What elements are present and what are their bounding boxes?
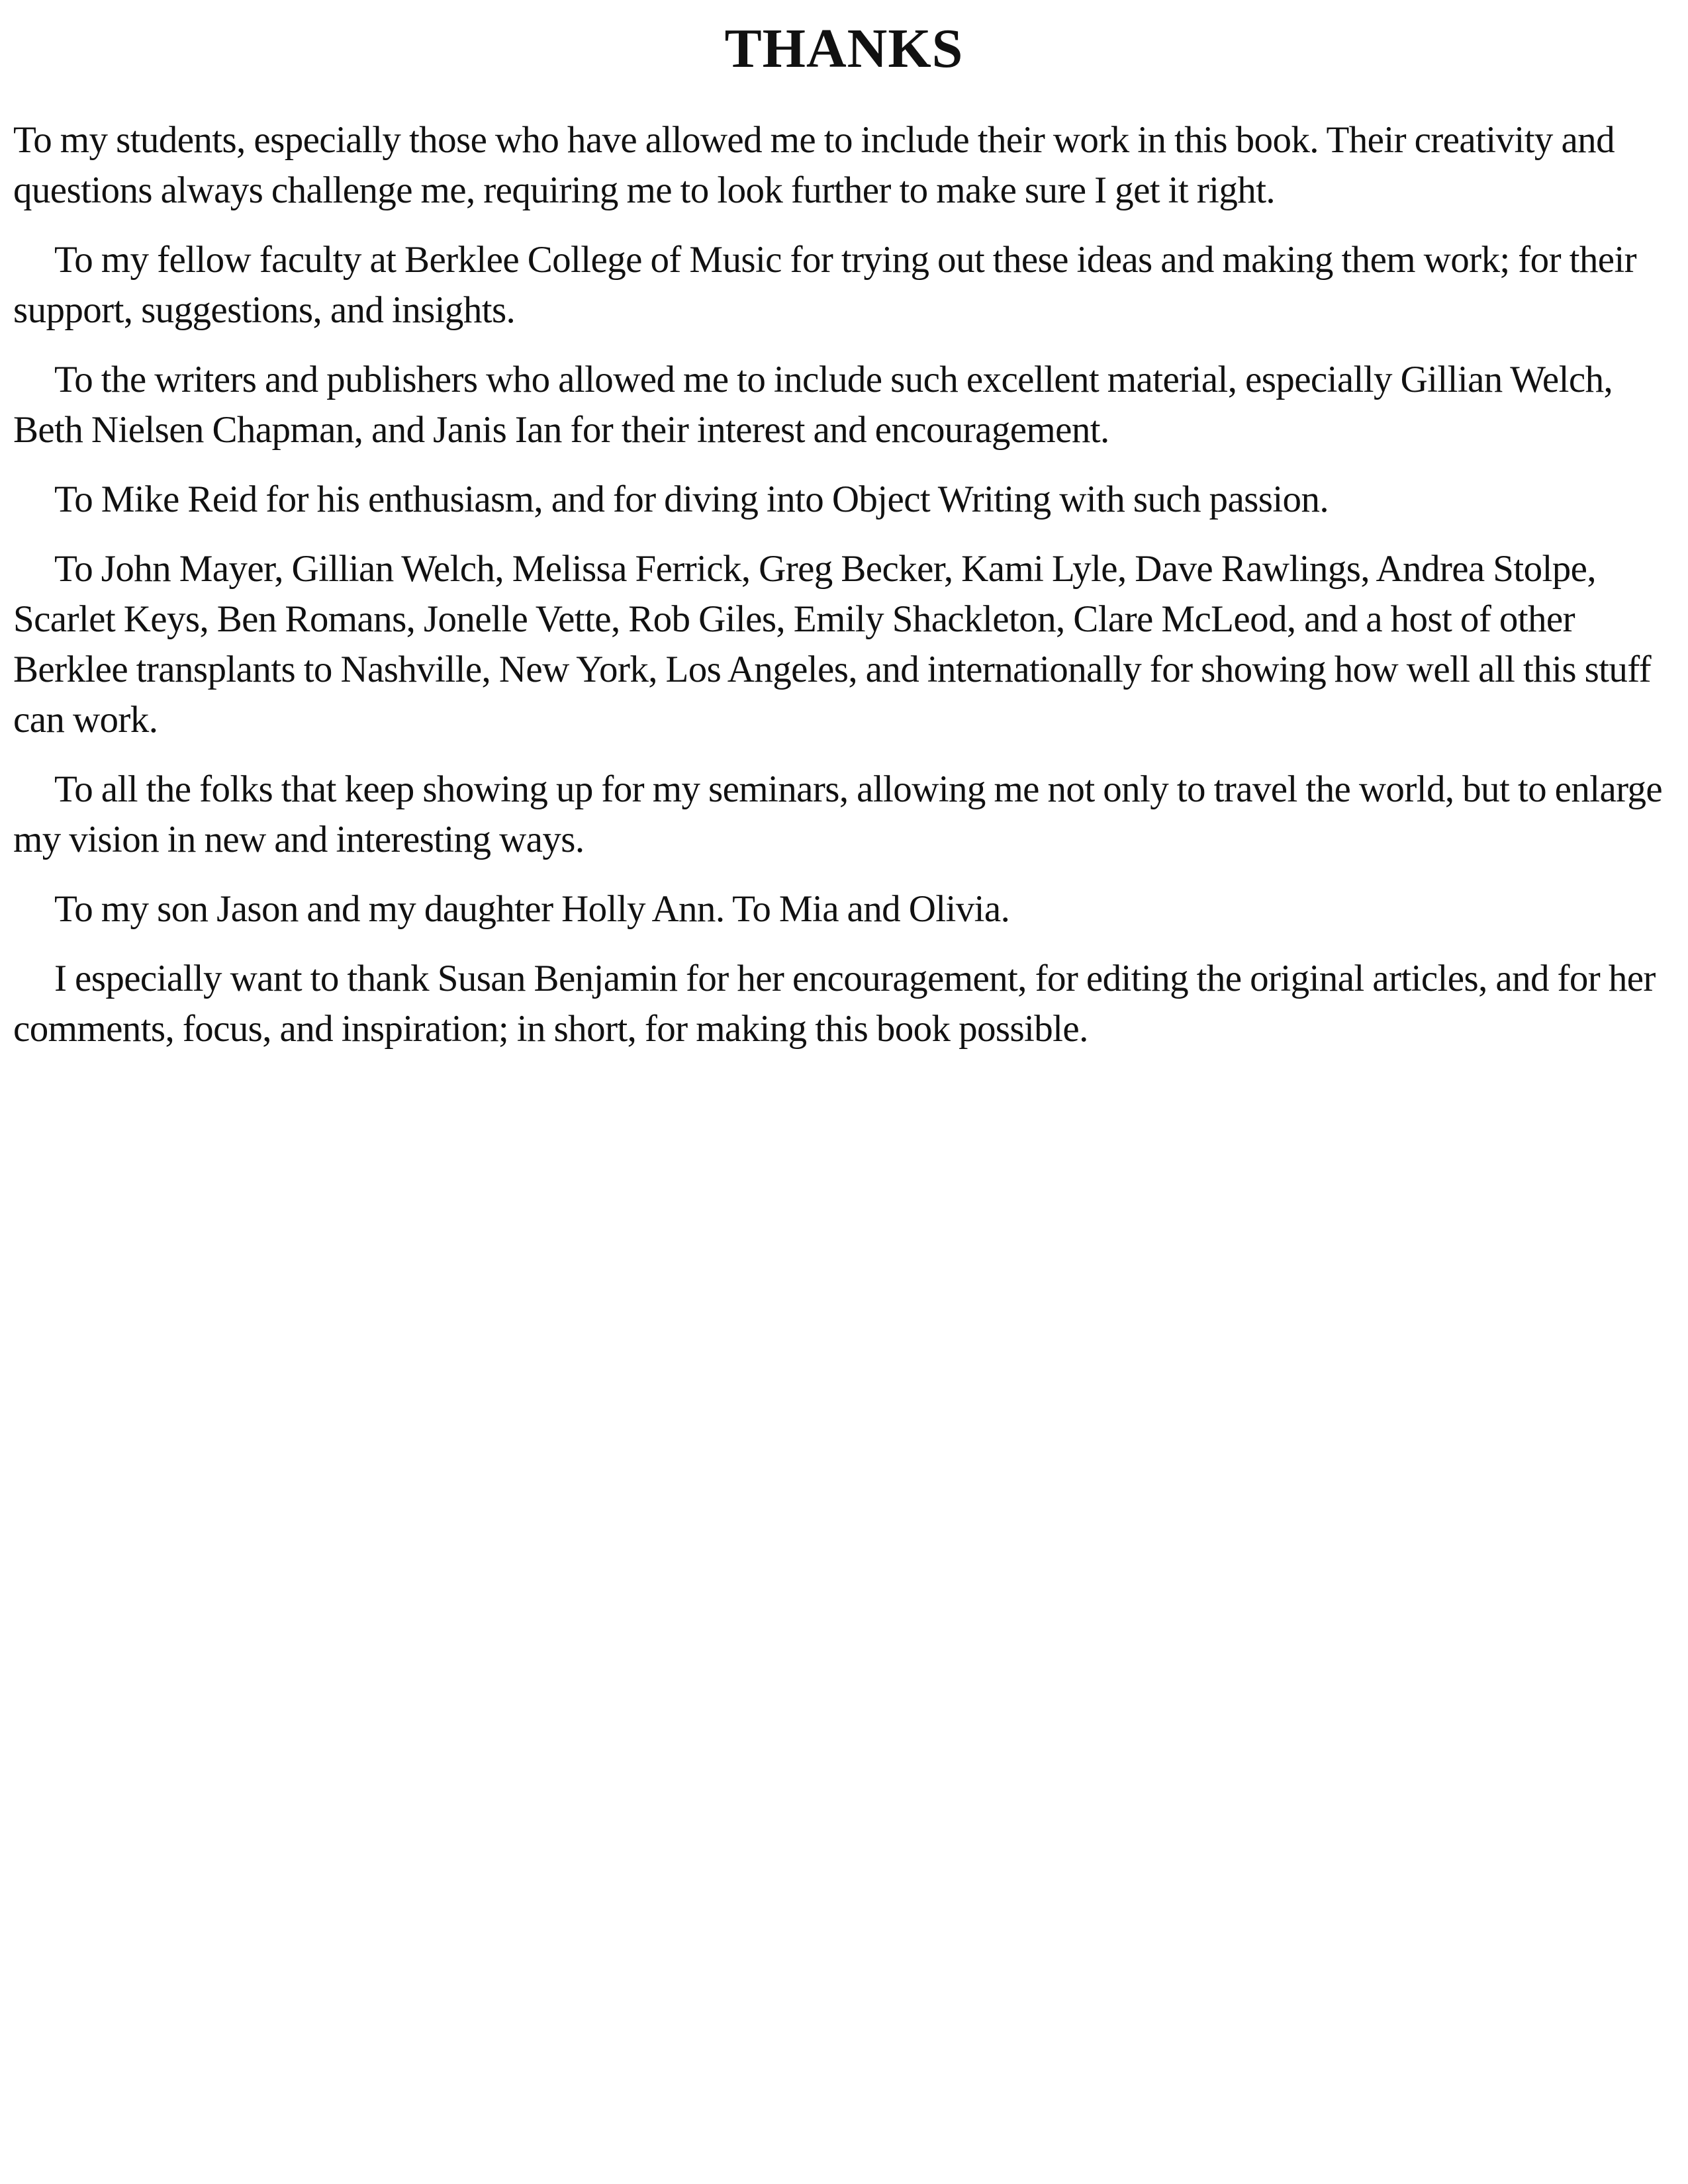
paragraph-berklee-transplants: To John Mayer, Gillian Welch, Melissa Ferrick, Greg Becker, Kami Lyle, Dave Rawlings, Andrea Stolpe, Scarlet Keys, Ben Romans, Jonelle Vette, Rob Giles, Emily Shackleton, Clare McLeod, and a host of other Berklee transplants to Nashville, New York, Los Angeles, and internationally for showing how well all this stuff can work. [13, 548, 1652, 741]
paragraph-faculty: To my fellow faculty at Berklee College of Music for trying out these ideas and making them work; for their support, suggestions, and insights. [13, 239, 1637, 331]
paragraph-mike-reid: To Mike Reid for his enthusiasm, and for diving into Object Writing with such passion. [54, 478, 1329, 520]
paragraph-seminar-folks: To all the folks that keep showing up for my seminars, allowing me not only to travel the world, but to enlarge my vision in new and interesting ways. [13, 768, 1663, 860]
paragraph-susan-benjamin: I especially want to thank Susan Benjamin for her encouragement, for editing the original articles, and for her comments, focus, and inspiration; in short, for making this book possible. [13, 958, 1656, 1050]
page-title: THANKS [724, 18, 964, 79]
paragraph-writers-publishers: To the writers and publishers who allowed me to include such excellent material, especially Gillian Welch, Beth Nielsen Chapman, and Janis Ian for their interest and encouragement. [13, 359, 1613, 451]
paragraph-family: To my son Jason and my daughter Holly Ann. To Mia and Olivia. [54, 888, 1010, 930]
paragraph-students: To my students, especially those who have allowed me to include their work in this book. Their creativity and questions always challenge me, requiring me to look further to make sure I get it right. [13, 119, 1615, 211]
document-page [13, 0, 1675, 1054]
